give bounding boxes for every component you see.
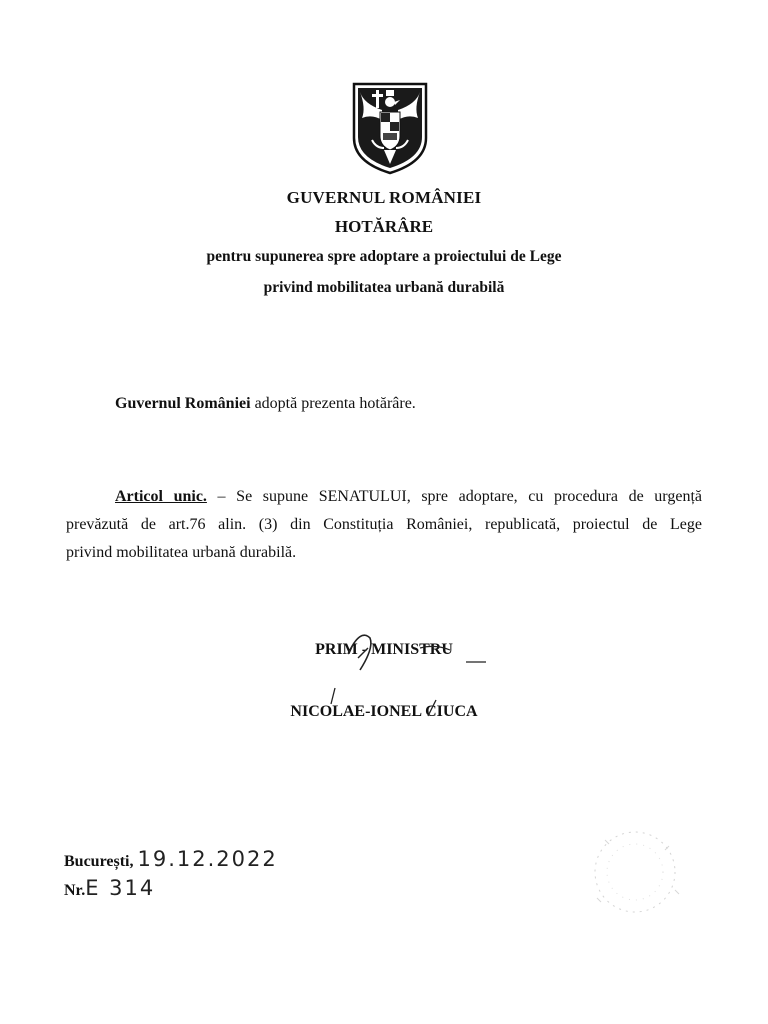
romanian-coat-of-arms-icon	[350, 78, 430, 176]
number-label: Nr.	[64, 882, 86, 899]
article-line-2: prevăzută de art.76 alin. (3) din Constituția României, republicată, proiectul de Lege	[66, 516, 702, 533]
article-paragraph	[66, 483, 702, 567]
article-label: Articol unic.	[115, 488, 207, 505]
article-line-1-text: – Se supune SENATULUI, spre adoptare, cu procedura de urgență	[206, 488, 702, 505]
institution-title: GUVERNUL ROMÂNIEI	[286, 188, 482, 207]
place-label: București,	[64, 853, 134, 870]
subject-line-1: pentru supunerea spre adoptare a proiectului de Lege	[206, 248, 562, 265]
handwritten-number: E 314	[85, 876, 156, 900]
signer-title: PRIM - MINISTRU	[315, 641, 453, 658]
handwritten-date: 19.12.2022	[137, 847, 278, 871]
signer-name: NICOLAE-IONEL CIUCA	[290, 703, 478, 720]
place-date-line	[64, 847, 278, 871]
registration-number-line	[64, 876, 155, 900]
article-line-1	[66, 483, 702, 511]
document-type: HOTĂRÂRE	[334, 217, 434, 236]
intro-bold: Guvernul României	[115, 395, 251, 412]
handwritten-signature-icon	[300, 618, 500, 728]
intro-text: adoptă prezenta hotărâre.	[250, 395, 416, 412]
article-line-3: privind mobilitatea urbană durabilă.	[66, 544, 297, 561]
intro-paragraph	[115, 395, 416, 413]
faint-stamp-icon	[575, 820, 705, 930]
subject-line-2: privind mobilitatea urbană durabilă	[263, 279, 505, 296]
